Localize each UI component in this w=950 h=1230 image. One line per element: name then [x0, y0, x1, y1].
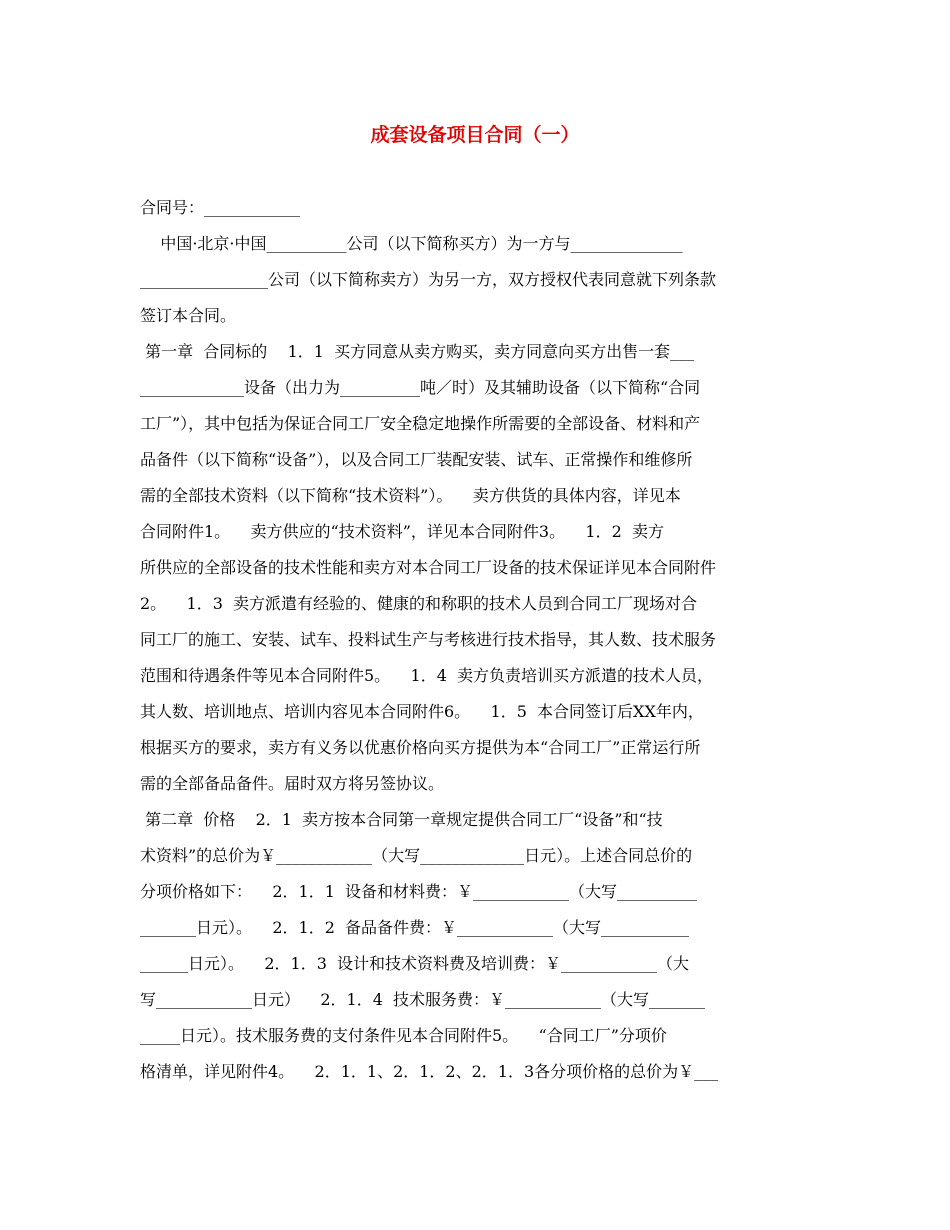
- document-body: [140, 190, 812, 1090]
- text-line: 第二章 价格 2．1 卖方按本合同第一章规定提供合同工厂“设备”和“技: [140, 810, 663, 829]
- text-line: 根据买方的要求，卖方有义务以优惠价格向买方提供为本“合同工厂”正常运行所: [140, 738, 701, 757]
- text-line: 工厂”），其中包括为保证合同工厂安全稳定地操作所需要的全部设备、材料和产: [140, 414, 701, 433]
- text-line: 分项价格如下： 2．1．1 设备和材料费：￥____________（大写__________: [140, 882, 698, 901]
- text-line: 需的全部备品备件。届时双方将另签协议。: [140, 774, 445, 793]
- text-line: _____________设备（出力为__________吨／时）及其辅助设备（以下简称“合同: [140, 378, 701, 397]
- text-line: ________________公司（以下简称卖方）为另一方，双方授权代表同意就下列条款: [140, 270, 717, 289]
- text-line: 合同附件1。 卖方供应的“技术资料”，详见本合同附件3。 1．2 卖方: [140, 522, 664, 541]
- text-line: 签订本合同。: [140, 306, 237, 325]
- text-line: 格清单，详见附件4。 2．1．1、2．1．2、2．1．3各分项价格的总价为￥___: [140, 1062, 719, 1081]
- text-line: _______日元）。 2．1．2 备品备件费：￥____________（大写___________: [140, 918, 690, 937]
- text-line: 范围和待遇条件等见本合同附件5。 1．4 卖方负责培训买方派遣的技术人员，: [140, 666, 714, 685]
- text-line: 写____________日元） 2．1．4 技术服务费：￥____________（大写_______: [140, 990, 706, 1009]
- text-line: 2。 1．3 卖方派遣有经验的、健康的和称职的技术人员到合同工厂现场对合: [140, 594, 698, 613]
- text-line: 其人数、培训地点、培训内容见本合同附件6。 1．5 本合同签订后XX年内，: [140, 702, 704, 721]
- text-line: 同工厂的施工、安装、试车、投料试生产与考核进行技术指导，其人数、技术服务: [140, 630, 717, 649]
- text-line: 中国·北京·中国__________公司（以下简称买方）为一方与______________: [140, 234, 683, 253]
- text-line: 术资料”的总价为￥____________（大写_____________日元）。上述合同总价的: [140, 846, 693, 865]
- text-line: 需的全部技术资料（以下简称“技术资料”）。 卖方供货的具体内容，详见本: [140, 486, 681, 505]
- text-line: 合同号：____________: [140, 198, 301, 217]
- text-line: 所供应的全部设备的技术性能和卖方对本合同工厂设备的技术保证详见本合同附件: [140, 558, 717, 577]
- text-line: ______日元）。 2．1．3 设计和技术资料费及培训费：￥____________（大: [140, 954, 690, 973]
- text-line: 第一章 合同标的 1．1 买方同意从卖方购买，卖方同意向买方出售一套___: [140, 342, 695, 361]
- text-line: _____日元）。技术服务费的支付条件见本合同附件5。 “合同工厂”分项价: [140, 1026, 667, 1045]
- document-title: 成套设备项目合同（一）: [370, 124, 580, 146]
- text-line: 品备件（以下简称“设备”），以及合同工厂装配安装、试车、正常操作和维修所: [140, 450, 693, 469]
